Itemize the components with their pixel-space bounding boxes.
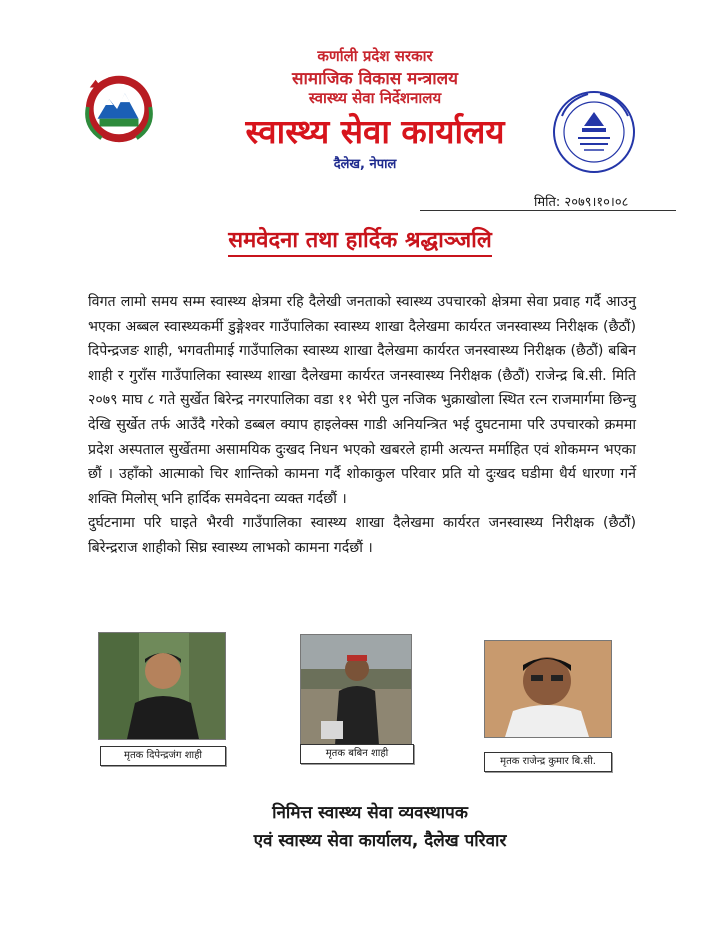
portrait-image — [301, 635, 411, 745]
photo-rajendra — [484, 640, 612, 738]
portrait-image — [99, 633, 225, 739]
ministry-name: सामाजिक विकास मन्त्रालय — [291, 69, 459, 89]
letterhead — [0, 0, 720, 200]
notice-title-text: समवेदना तथा हार्दिक श्रद्धाञ्जलि — [228, 228, 492, 257]
signatory-line1: निमित्त स्वास्थ्य सेवा व्यवस्थापक — [272, 803, 468, 823]
office-name: स्वास्थ्य सेवा कार्यालय — [245, 112, 505, 151]
letter-date: मिति: २०७९।१०।०८ — [534, 195, 629, 210]
photo-babin — [300, 634, 412, 746]
notice-title — [0, 224, 720, 254]
province-government: कर्णाली प्रदेश सरकार — [317, 47, 433, 65]
office-seal-icon — [548, 86, 640, 178]
notice-body — [88, 290, 636, 561]
date-divider — [420, 210, 676, 211]
photo-caption: मृतक राजेन्द्र कुमार बि.सी. — [484, 752, 612, 772]
portrait-image — [485, 641, 611, 737]
office-location: दैलेख, नेपाल — [333, 157, 397, 172]
directorate-name: स्वास्थ्य सेवा निर्देशनालय — [308, 89, 442, 107]
photo-caption: मृतक बबिन शाही — [300, 744, 414, 764]
recovery-wish-paragraph: दुर्घटनामा परि घाइते भैरवी गाउँपालिका स्वास्थ्य शाखा दैलेखमा कार्यरत जनस्वास्थ्य निरीक्षक (छैठौं) बिरेन्द्रराज शाहीको सिघ्र स्वास्थ्य लाभको कामना गर्दछौं । — [88, 515, 636, 556]
photo-dipendra — [98, 632, 226, 740]
signatory-line2: एवं स्वास्थ्य सेवा कार्यालय, दैलेख परिवार — [253, 831, 507, 851]
photo-caption: मृतक दिपेन्द्रजंग शाही — [100, 746, 226, 766]
condolence-paragraph: विगत लामो समय सम्म स्वास्थ्य क्षेत्रमा रहि दैलेखी जनताको स्वास्थ्य उपचारको क्षेत्रमा सेवा प्रवाह गर्दै आउनु भएका अब्बल स्वास्थ्यकर्मी डुङ्गेश्वर गाउँपालिका स्वास्थ्य शाखा दैलेखमा कार्यरत जनस्वास्थ्य निरीक्षक (छैठौं) दिपेन्द्रजङ शाही, भगवतीमाई गाउँपालिका स्वास्थ्य शाखा दैलेखमा कार्यरत जनस्वास्थ्य निरीक्षक (छैठौं) बबिन शाही र गुराँस गाउँपालिका स्वास्थ्य शाखा दैलेखमा कार्यरत जनस्वास्थ्य निरीक्षक (छैठौं) राजेन्द्र बि.सी. मिति २०७९ माघ ८ गते सुर्खेत बिरेन्द्र नगरपालिका वडा ११ भेरी पुल नजिक भुक्राखोला स्थित रत्न राजमार्गमा छिन्चु देखि सुर्खेत तर्फ आउँदै गरेको डब्बल क्याप हाइलेक्स गाडी अनियन्त्रित भई दुघटनामा परि उपचारको क्रममा प्रदेश अस्पताल सुर्खेतमा असामयिक दुःखद निधन भएको खबरले हामी अत्यन्त मर्माहित एवं शोकमग्न भएका छौं । उहाँको आत्माको चिर शान्तिको कामना गर्दै शोकाकुल परिवार प्रति यो दुःखद घडीमा धैर्य धारणा गर्ने शक्ति मिलोस् भनि हार्दिक समवेदना व्यक्त गर्दछौं । — [88, 294, 636, 507]
